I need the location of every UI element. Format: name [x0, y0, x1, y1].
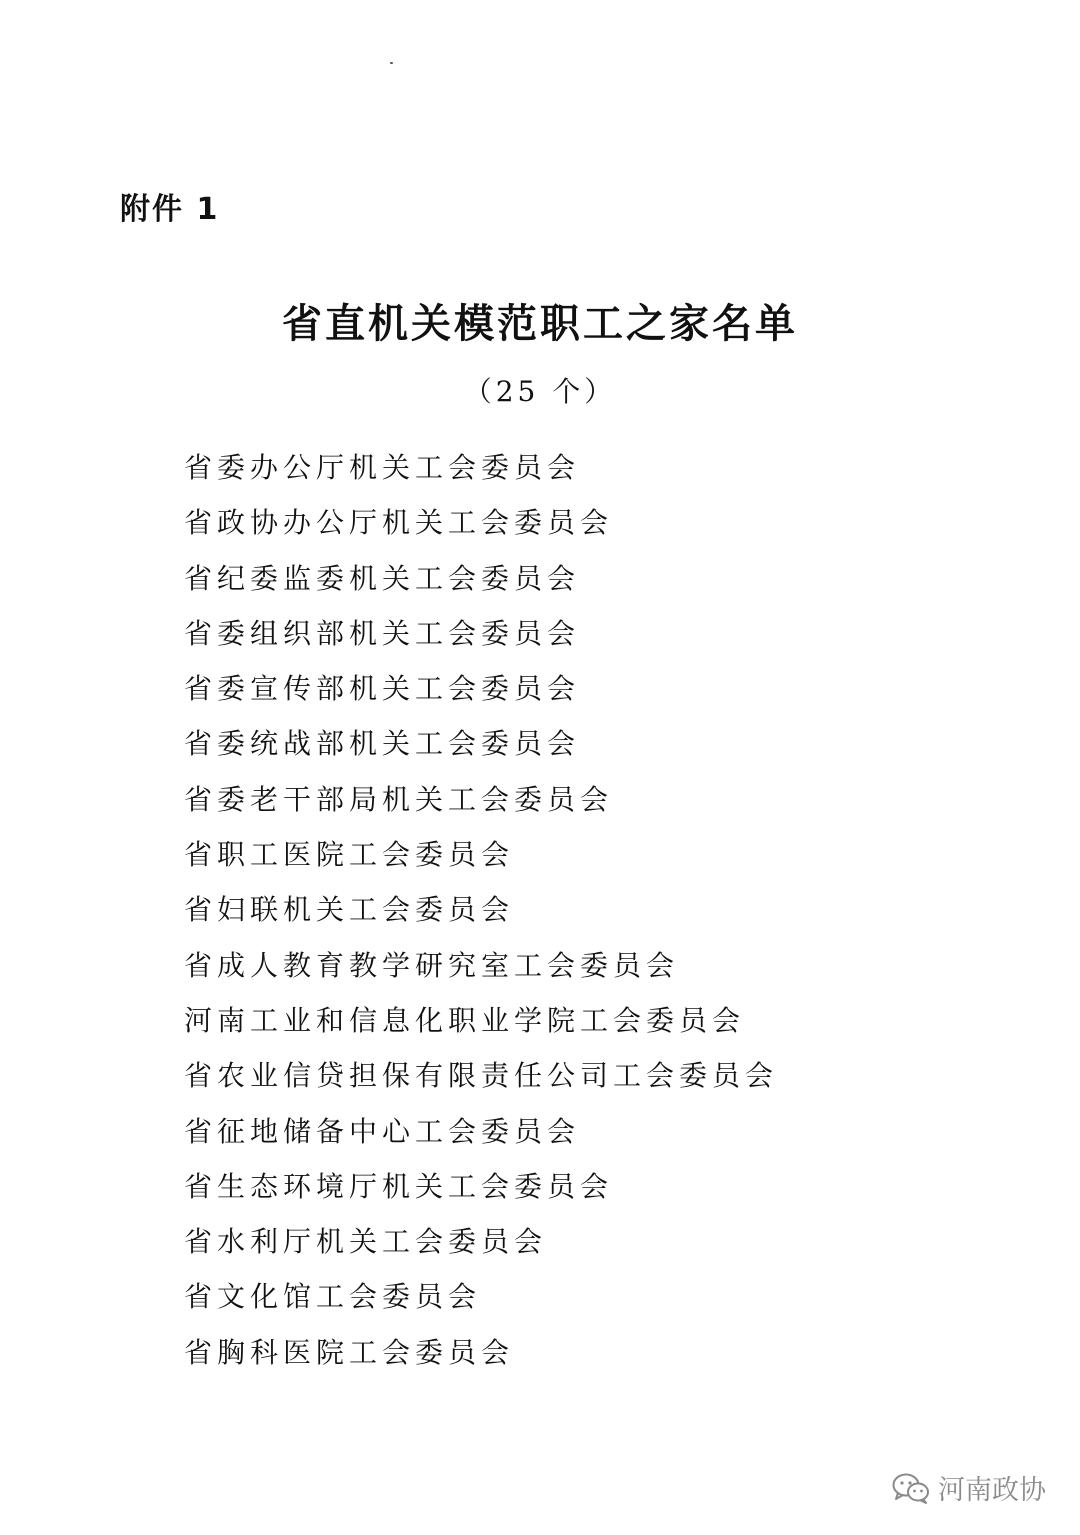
list-item: 省水利厅机关工会委员会 [184, 1225, 548, 1259]
list-item: 省生态环境厅机关工会委员会 [184, 1169, 614, 1203]
count-subtitle: （25 个） [463, 375, 617, 408]
list-item: 省委组织部机关工会委员会 [184, 616, 581, 650]
scan-artifact [390, 62, 393, 64]
list-item: 省纪委监委机关工会委员会 [184, 561, 581, 595]
list-item: 省征地储备中心工会委员会 [184, 1114, 581, 1148]
list-item: 省委统战部机关工会委员会 [184, 727, 581, 761]
list-item: 省委老干部局机关工会委员会 [184, 782, 614, 816]
list-item: 省妇联机关工会委员会 [184, 893, 515, 927]
page-title: 省直机关模范职工之家名单 [282, 301, 798, 347]
list-item: 河南工业和信息化职业学院工会委员会 [184, 1003, 746, 1037]
list-item: 省政协办公厅机关工会委员会 [184, 506, 614, 540]
list-item: 省文化馆工会委员会 [184, 1280, 482, 1314]
list-item: 省胸科医院工会委员会 [184, 1335, 515, 1369]
watermark-text: 河南政协 [938, 1475, 1046, 1506]
list-item: 省职工医院工会委员会 [184, 838, 515, 872]
watermark [892, 1468, 1046, 1507]
wechat-icon [892, 1472, 930, 1504]
list-item: 省农业信贷担保有限责任公司工会委员会 [184, 1059, 779, 1093]
list-item: 省成人教育教学研究室工会委员会 [184, 948, 680, 982]
organization-list [184, 448, 778, 1388]
list-item: 省委办公厅机关工会委员会 [184, 451, 581, 484]
list-item: 省委宣传部机关工会委员会 [184, 672, 581, 706]
attachment-label: 附件 1 [120, 192, 220, 227]
